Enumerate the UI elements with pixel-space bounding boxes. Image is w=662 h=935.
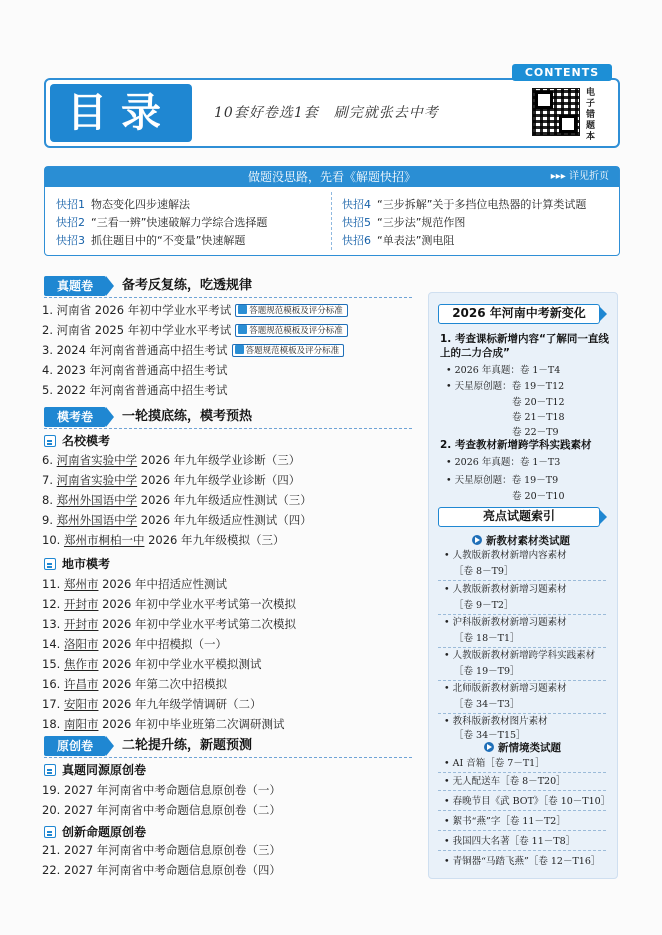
highlight-item[interactable]: • 我国四大名著［卷 11－T8］ <box>444 836 576 847</box>
change-1-line[interactable]: • 2026 年真题：卷 1－T4 <box>446 365 561 376</box>
tip-text: 物态变化四步速解法 <box>91 198 190 211</box>
subsection-school: 名校模考 <box>44 432 110 449</box>
book-icon <box>44 764 56 776</box>
divider <box>438 614 606 615</box>
change-2-line[interactable]: 卷 20－T10 <box>512 491 565 502</box>
highlight-ref[interactable]: ［卷 8－T9］ <box>454 566 514 577</box>
toc-item[interactable]: 2. 河南省 2025 年初中学业水平考试 答题规范模板及评分标准 <box>42 322 348 338</box>
tip-1 <box>56 196 190 212</box>
section-subtitle: 一轮摸底练，模考预热 <box>122 409 253 424</box>
document-icon <box>238 325 247 334</box>
highlight-ref[interactable]: ［卷 34－T3］ <box>454 699 520 710</box>
book-icon <box>44 558 56 570</box>
highlight-item[interactable]: • 北师版新教材新增习题素材 <box>444 683 567 694</box>
tip-4 <box>342 196 586 212</box>
toc-item[interactable]: 13. 开封市 2026 年初中学业水平考试第二次模拟 <box>42 617 297 631</box>
subsection-innovation: 创新命题原创卷 <box>44 823 146 840</box>
panel-title-changes: 2026 年河南中考新变化 <box>438 304 600 324</box>
section-divider <box>44 757 412 758</box>
tip-text: “三步法”规范作图 <box>377 216 466 229</box>
highlight-ref[interactable]: ［卷 34－T15］ <box>454 730 526 741</box>
toc-item[interactable]: 15. 焦作市 2026 年初中学业水平模拟测试 <box>42 657 262 671</box>
section-tag: 模考卷 <box>44 407 106 427</box>
contents-tag: CONTENTS <box>512 64 612 81</box>
toc-item[interactable]: 9. 郑州外国语中学 2026 年九年级适应性测试（四） <box>42 513 312 527</box>
toc-item[interactable]: 12. 开封市 2026 年初中学业水平考试第一次模拟 <box>42 597 297 611</box>
toc-item[interactable]: 8. 郑州外国语中学 2026 年九年级适应性测试（三） <box>42 493 312 507</box>
change-1-line[interactable]: 卷 20－T12 <box>512 397 565 408</box>
section-subtitle: 二轮提升练，新题预测 <box>122 738 253 753</box>
answer-template-badge[interactable]: 答题规范模板及评分标准 <box>235 324 348 337</box>
tip-tag: 快招1 <box>56 198 85 211</box>
section-yuanchuang-header <box>44 736 412 756</box>
toc-item[interactable]: 16. 许昌市 2026 年第二次中招模拟 <box>42 677 228 691</box>
change-1-line[interactable]: 卷 21－T18 <box>512 412 565 423</box>
toc-item[interactable]: 3. 2024 年河南省普通高中招生考试 答题规范模板及评分标准 <box>42 342 344 358</box>
tips-header <box>45 167 619 187</box>
change-2-line[interactable]: • 2026 年真题：卷 1－T3 <box>446 457 561 468</box>
divider <box>438 850 606 851</box>
toc-item[interactable]: 22. 2027 年河南省中考命题信息原创卷（四） <box>42 863 281 877</box>
section-tag: 原创卷 <box>44 736 106 756</box>
toc-item[interactable]: 10. 郑州市桐柏一中 2026 年九年级模拟（三） <box>42 533 285 547</box>
document-icon <box>238 305 247 314</box>
highlight-item[interactable]: • 春晚节目《武 BOT》［卷 10－T10］ <box>444 796 611 807</box>
highlight-item[interactable]: • 人教版新教材新增习题素材 <box>444 584 567 595</box>
page-title: 目录 <box>50 84 192 142</box>
tip-text: 抓住题目中的“不变量”快速解题 <box>91 234 246 247</box>
tip-tag: 快招6 <box>342 234 371 247</box>
subsection-source: 真题同源原创卷 <box>44 761 146 778</box>
toc-item[interactable]: 1. 河南省 2026 年初中学业水平考试 答题规范模板及评分标准 <box>42 302 348 318</box>
change-2: 2. 考查教材新增跨学科实践素材 <box>440 439 592 451</box>
highlight-item[interactable]: • 人教版新教材新增内容素材 <box>444 550 567 561</box>
tip-5 <box>342 214 465 230</box>
tip-text: “单表法”测电阻 <box>377 234 455 247</box>
toc-item[interactable]: 21. 2027 年河南省中考命题信息原创卷（三） <box>42 843 281 857</box>
play-circle-icon <box>484 742 494 752</box>
section-divider <box>44 297 412 298</box>
section-divider <box>44 428 412 429</box>
section-zhenti-header <box>44 276 412 296</box>
answer-template-badge[interactable]: 答题规范模板及评分标准 <box>235 304 348 317</box>
book-icon <box>44 826 56 838</box>
divider <box>438 680 606 681</box>
document-icon <box>235 345 244 354</box>
tips-header-title: 做题没思路，先看《解题快招》 <box>247 170 416 184</box>
toc-item[interactable]: 14. 洛阳市 2026 年中招模拟（一） <box>42 637 228 651</box>
tip-3 <box>56 232 245 248</box>
toc-item[interactable]: 20. 2027 年河南省中考命题信息原创卷（二） <box>42 803 281 817</box>
play-circle-icon <box>472 535 482 545</box>
qr-label: 电子错题本 <box>586 88 596 142</box>
tips-divider <box>331 192 332 250</box>
divider <box>438 580 606 581</box>
category-new-textbook: 新教材素材类试题 <box>472 533 570 548</box>
subsection-city: 地市模考 <box>44 555 110 572</box>
qr-code-icon[interactable] <box>532 88 580 136</box>
divider <box>438 647 606 648</box>
highlight-item[interactable]: • 青铜器“马踏飞燕”［卷 12－T16］ <box>444 856 601 867</box>
divider <box>438 830 606 831</box>
highlight-item[interactable]: • 人教版新教材新增跨学科实践素材 <box>444 650 596 661</box>
change-1-line[interactable]: 卷 22－T9 <box>512 427 559 438</box>
toc-item[interactable]: 18. 南阳市 2026 年初中毕业班第二次调研测试 <box>42 717 285 731</box>
section-tag: 真题卷 <box>44 276 106 296</box>
highlight-item[interactable]: • 教科版新教材图片素材 <box>444 716 548 727</box>
highlight-item[interactable]: • 无人配送车［卷 8－T20］ <box>444 776 566 787</box>
book-icon <box>44 435 56 447</box>
highlight-ref[interactable]: ［卷 19－T9］ <box>454 666 520 677</box>
divider <box>438 790 606 791</box>
divider <box>438 713 606 714</box>
toc-item[interactable]: 19. 2027 年河南省中考命题信息原创卷（一） <box>42 783 281 797</box>
toc-item[interactable]: 7. 河南省实验中学 2026 年九年级学业诊断（四） <box>42 473 301 487</box>
section-mokao-header <box>44 407 412 427</box>
toc-item[interactable]: 4. 2023 年河南省普通高中招生考试 <box>42 363 228 377</box>
tip-tag: 快招5 <box>342 216 371 229</box>
change-1: 1. 考查课标新增内容“了解同一直线上的二力合成” <box>440 333 609 359</box>
highlight-ref[interactable]: ［卷 9－T2］ <box>454 600 514 611</box>
toc-item[interactable]: 5. 2022 年河南省普通高中招生考试 <box>42 383 228 397</box>
divider <box>438 810 606 811</box>
highlight-item[interactable]: • 沪科版新教材新增习题素材 <box>444 617 567 628</box>
tip-text: “三步拆解”关于多挡位电热器的计算类试题 <box>377 198 587 211</box>
change-2-line[interactable]: • 天星原创题：卷 19－T9 <box>446 475 559 486</box>
toc-item[interactable]: 17. 安阳市 2026 年九年级学情调研（二） <box>42 697 262 711</box>
tip-tag: 快招3 <box>56 234 85 247</box>
slogan: 10套好卷选1套 刷完就张去中考 <box>214 105 439 121</box>
category-new-context: 新情境类试题 <box>484 740 561 755</box>
tip-2 <box>56 214 267 230</box>
see-foldout-link[interactable]: ▸▸▸ 详见折页 <box>550 171 609 182</box>
divider <box>438 772 606 773</box>
tip-tag: 快招2 <box>56 216 85 229</box>
highlight-item[interactable]: • AI 音箱［卷 7－T1］ <box>444 758 545 769</box>
change-1-line[interactable]: • 天星原创题：卷 19－T12 <box>446 381 565 392</box>
section-subtitle: 备考反复练，吃透规律 <box>122 278 253 293</box>
answer-template-badge[interactable]: 答题规范模板及评分标准 <box>232 344 345 357</box>
tip-tag: 快招4 <box>342 198 371 211</box>
panel-title-highlights: 亮点试题索引 <box>438 507 600 527</box>
toc-item[interactable]: 6. 河南省实验中学 2026 年九年级学业诊断（三） <box>42 453 301 467</box>
tip-text: “三看一辨”快速破解力学综合选择题 <box>91 216 268 229</box>
highlight-ref[interactable]: ［卷 18－T1］ <box>454 633 520 644</box>
toc-item[interactable]: 11. 郑州市 2026 年中招适应性测试 <box>42 577 228 591</box>
tip-6 <box>342 232 454 248</box>
highlight-item[interactable]: • 絮书“燕”字［卷 11－T2］ <box>444 816 566 827</box>
